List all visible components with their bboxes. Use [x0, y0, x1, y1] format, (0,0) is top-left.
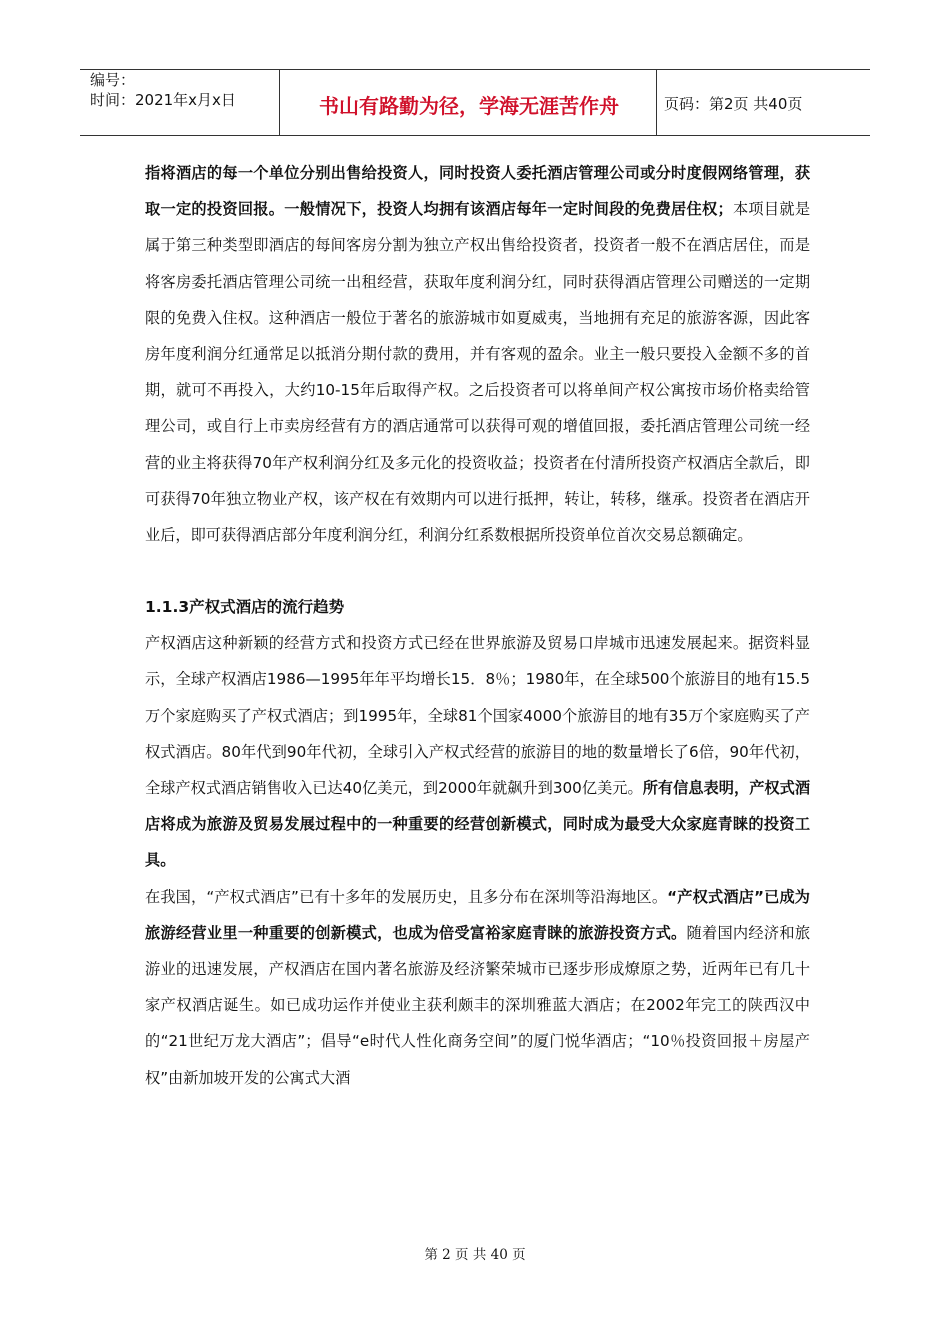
paragraph-3-bold: “产权式酒店”已成为旅游经营业里一种重要的创新模式，也成为倍受富裕家庭青睐的旅游投资方式。 — [145, 887, 810, 942]
header-divider-left — [279, 69, 280, 135]
paragraph-1-bold: 指将酒店的每一个单位分别出售给投资人，同时投资人委托酒店管理公司或分时度假网络管理，获取一定的投资回报。一般情况下，投资人均拥有该酒店每年一定时间段的免费居住权； — [145, 164, 810, 219]
paragraph-1-text: 本项目就是属于第三种类型即酒店的每间客房分割为独立产权出售给投资者，投资者一般不在酒店居住，而是将客房委托酒店管理公司统一出租经营，获取年度利润分红，同时获得酒店管理公司赠送的一定期限的免费入住权。这种酒店一般位于著名的旅游城市如夏威夷，当地拥有充足的旅游客源，因此客房年度利润分红通常足以抵消分期付款的费用，并有客观的盈余。业主一般只要投入金额不多的首期，就可不再投入，大约10-15年后取得产权。之后投资者可以将单间产权公寓按市场价格卖给管理公司，或自行上市卖房经营有方的酒店通常可以获得可观的增值回报，委托酒店管理公司统一经营的业主将获得70年产权利润分红及多元化的投资收益；投资者在付清所投资产权酒店全款后，即可获得70年独立物业产权，该产权在有效期内可以进行抵押，转让，转移，继承。投资者在酒店开业后，即可获得酒店部分年度利润分红，利润分红系数根据所投资单位首次交易总额确定。 — [145, 200, 811, 545]
paragraph-1 — [145, 155, 810, 553]
paragraph-2 — [145, 625, 810, 878]
paragraph-3-start: 在我国，“产权式酒店”已有十多年的发展历史，且多分布在深圳等沿海地区。 — [145, 887, 668, 906]
header-bottom-rule — [80, 135, 870, 136]
page-footer: 第 2 页 共 40 页 — [424, 1247, 526, 1263]
header-meta — [90, 70, 236, 110]
document-body — [145, 155, 810, 1096]
paragraph-3 — [145, 879, 810, 1096]
header-motto: 书山有路勤为径，学海无涯苦作舟 — [319, 94, 619, 118]
date-label: 时间：2021年x月x日 — [90, 91, 236, 109]
paragraph-2-text: 产权酒店这种新颖的经营方式和投资方式已经在世界旅游及贸易口岸城市迅速发展起来。据资料显示，全球产权酒店1986—1995年年平均增长15．8％；1980年，在全球500个旅游目的地有15.5万个家庭购买了产权式酒店；到1995年，全球81个国家4000个旅游目的地有35万个家庭购买了产权式酒店。80年代到90年代初，全球引入产权式经营的旅游目的地的数量增长了6倍，90年代初，全球产权式酒店销售收入已达40亿美元，到2000年就飙升到300亿美元。 — [145, 634, 810, 798]
section-heading: 1.1.3产权式酒店的流行趋势 — [145, 598, 345, 617]
spacer — [145, 553, 810, 589]
number-label: 编号： — [90, 71, 136, 89]
paragraph-2-bold: 所有信息表明，产权式酒店将成为旅游及贸易发展过程中的一种重要的经营创新模式，同时成为最受大众家庭青睐的投资工具。 — [145, 779, 811, 870]
header-page-label: 页码：第2页 共40页 — [664, 95, 803, 113]
paragraph-3-text: 随着国内经济和旅游业的迅速发展，产权酒店在国内著名旅游及经济繁荣城市已逐步形成燎原之势，近两年已有几十家产权酒店诞生。如已成功运作并使业主获利颇丰的深圳雅蓝大酒店；在2002年完工的陕西汉中的“21世纪万龙大酒店”；倡导“e时代人性化商务空间”的厦门悦华酒店；“10％投资回报＋房屋产权”由新加坡开发的公寓式大酒 — [145, 923, 811, 1087]
header-divider-right — [656, 69, 657, 135]
